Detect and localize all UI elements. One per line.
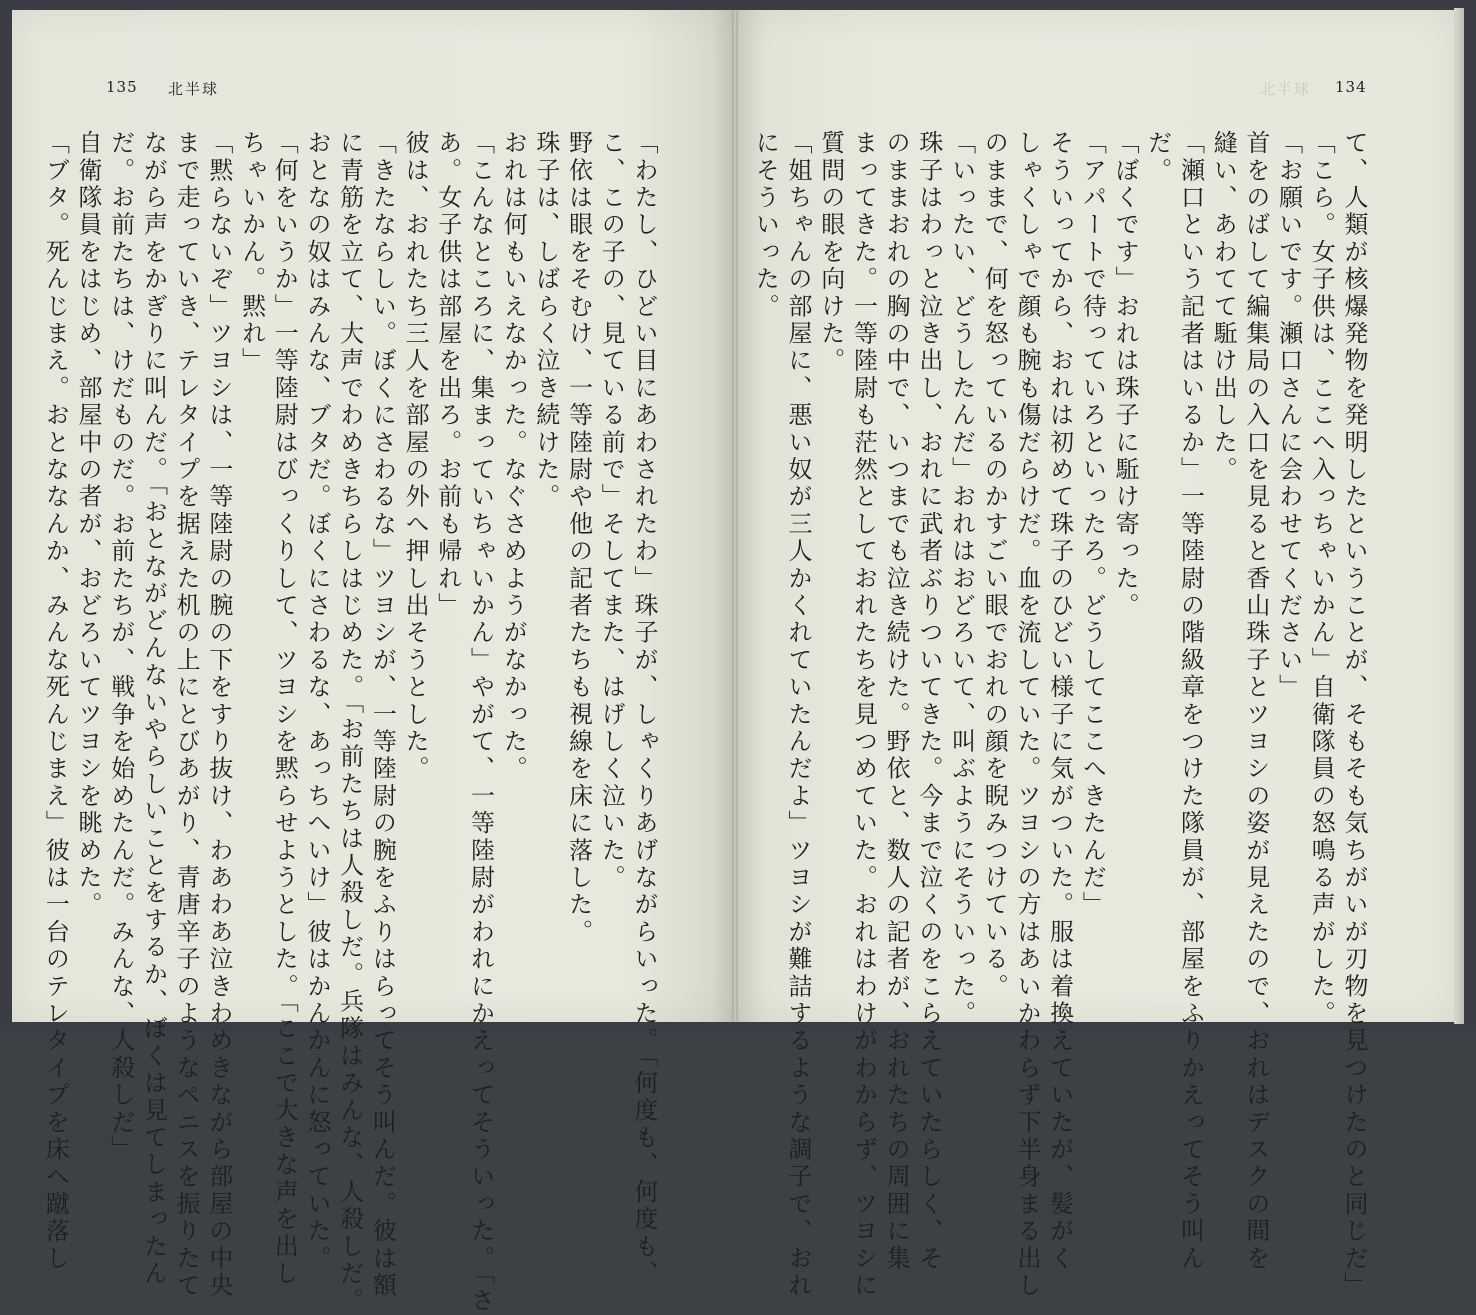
text-line: だ。	[1143, 130, 1172, 185]
left-running-head: 北半球	[168, 80, 220, 98]
text-line: 「こんなところに、集まっていちゃいかん」やがて、一等陸尉がわれにかえってそういった。「さ	[466, 130, 495, 1315]
text-line: こ、この子の、見ている前で」そしてまた、はげしく泣いた。	[597, 130, 626, 892]
text-line: 「こら。女子供は、ここへ入っちゃいかん」自衛隊員の怒鳴る声がした。	[1307, 130, 1336, 1028]
text-line: まで走っていき、テレタイプを据えた机の上にとびあがり、青唐辛子のようなペニスを振りたて	[172, 130, 201, 1300]
text-line: にそういった。	[751, 130, 780, 321]
text-line: のままで、何を怒っているのかすごい眼でおれの顔を睨みつけている。	[980, 130, 1009, 1001]
text-line: 首をのばして編集局の入口を見ると香山珠子とツヨシの姿が見えたので、おれはデスクの間を	[1241, 130, 1270, 1273]
text-line: あ。女子供は部屋を出ろ。お前も帰れ」	[433, 130, 462, 620]
text-line: そういってから、おれは初めて珠子のひどい様子に気がついた。服は着換えていたが、髪がく	[1045, 130, 1074, 1273]
text-line: て、人類が核爆発物を発明したということが、そもそも気ちがいが刃物を見つけたのと同じだ」	[1340, 130, 1368, 1300]
text-line: 「いったい、どうしたんだ」おれはおどろいて、叫ぶようにそういった。	[947, 130, 976, 1028]
book-gutter	[732, 10, 738, 1022]
text-line: 「姐ちゃんの部屋に、悪い奴が三人かくれていたんだよ」ツヨシが難詰するような調子で、おれ	[784, 130, 813, 1300]
text-line: 「わたし、ひどい目にあわされたわ」珠子が、しゃくりあげながらいった。「何度も、何度も、	[630, 130, 658, 1288]
text-line: 「お願いです。瀬口さんに会わせてください」	[1274, 130, 1303, 702]
text-line: 珠子は、しばらく泣き続けた。	[531, 130, 560, 511]
text-line: 縫い、あわてて駈け出した。	[1209, 130, 1238, 484]
text-line: 「アパートで待っていろといったろ。どうしてここへきたんだ」	[1078, 130, 1107, 919]
text-line: だ。お前たちは、けだものだ。お前たちが、戦争を始めたんだ。みんな、人殺しだ」	[106, 130, 135, 1164]
text-line: 「何をいうか」一等陸尉はびっくりして、ツヨシを黙らせようとした。「ここで大きな声を出し	[270, 130, 299, 1288]
text-line: 彼は、おれたち三人を部屋の外へ押し出そうとした。	[401, 130, 430, 783]
text-line: のままおれの胸の中で、いつまでも泣き続けた。野依と、数人の記者が、おれたちの周囲に集	[882, 130, 911, 1273]
text-line: おれは何もいえなかった。なぐさめようがなかった。	[499, 130, 528, 783]
text-line: 「黙らないぞ」ツヨシは、一等陸尉の腕の下をすり抜け、わあわあ泣きわめきながら部屋の中央	[204, 130, 233, 1300]
right-page-number: 134	[1335, 78, 1367, 96]
text-line: ながら声をかぎりに叫んだ。「おとながどんないやらしいことをするか、ぼくは見てしまったん	[139, 130, 168, 1288]
left-page-number: 135	[106, 78, 138, 96]
text-line: 珠子はわっと泣き出し、おれに武者ぶりついてきた。今まで泣くのをこらえていたらしく、そ	[914, 130, 943, 1273]
text-line: 「きたならしい。ぼくにさわるな」ツヨシが、一等陸尉の腕をふりはらってそう叫んだ。彼は額	[368, 130, 397, 1300]
text-line: まってきた。一等陸尉も茫然としておれたちを見つめていた。おれはわけがわからず、ツヨシに	[849, 130, 878, 1300]
text-line: しゃくしゃで顔も腕も傷だらけだ。血を流していた。ツヨシの方はあいかわらず下半身まる出し	[1012, 130, 1041, 1300]
text-line: 野依は眼をそむけ、一等陸尉や他の記者たちも視線を床に落した。	[564, 130, 593, 946]
right-body-text	[751, 130, 1370, 1300]
text-line: 質問の眼を向けた。	[816, 130, 845, 375]
text-line: 「ぼくです」おれは珠子に駈け寄った。	[1111, 130, 1140, 620]
text-line: おとなの奴はみんな、ブタだ。ぼくにさわるな、あっちへいけ」彼はかんかんに怒っていた。	[302, 130, 331, 1273]
text-line: 「瀬口という記者はいるか」一等陸尉の階級章をつけた隊員が、部屋をふりかえってそう叫ん	[1176, 130, 1205, 1273]
page-edges	[1454, 8, 1464, 1024]
right-running-head: 北半球	[1260, 80, 1312, 98]
text-line: ちゃいかん。黙れ」	[237, 130, 266, 375]
text-line: に青筋を立て、大声でわめきちらしはじめた。「お前たちは人殺しだ。兵隊はみんな、人殺しだ。	[335, 130, 364, 1315]
text-line: 自衛隊員をはじめ、部屋中の者が、おどろいてツヨシを眺めた。	[74, 130, 103, 919]
text-line: 「ブタ。死んじまえ。おとななんか、みんな死んじまえ」彼は一台のテレタイプを床へ蹴落し	[41, 130, 70, 1273]
left-body-text	[41, 130, 660, 1315]
